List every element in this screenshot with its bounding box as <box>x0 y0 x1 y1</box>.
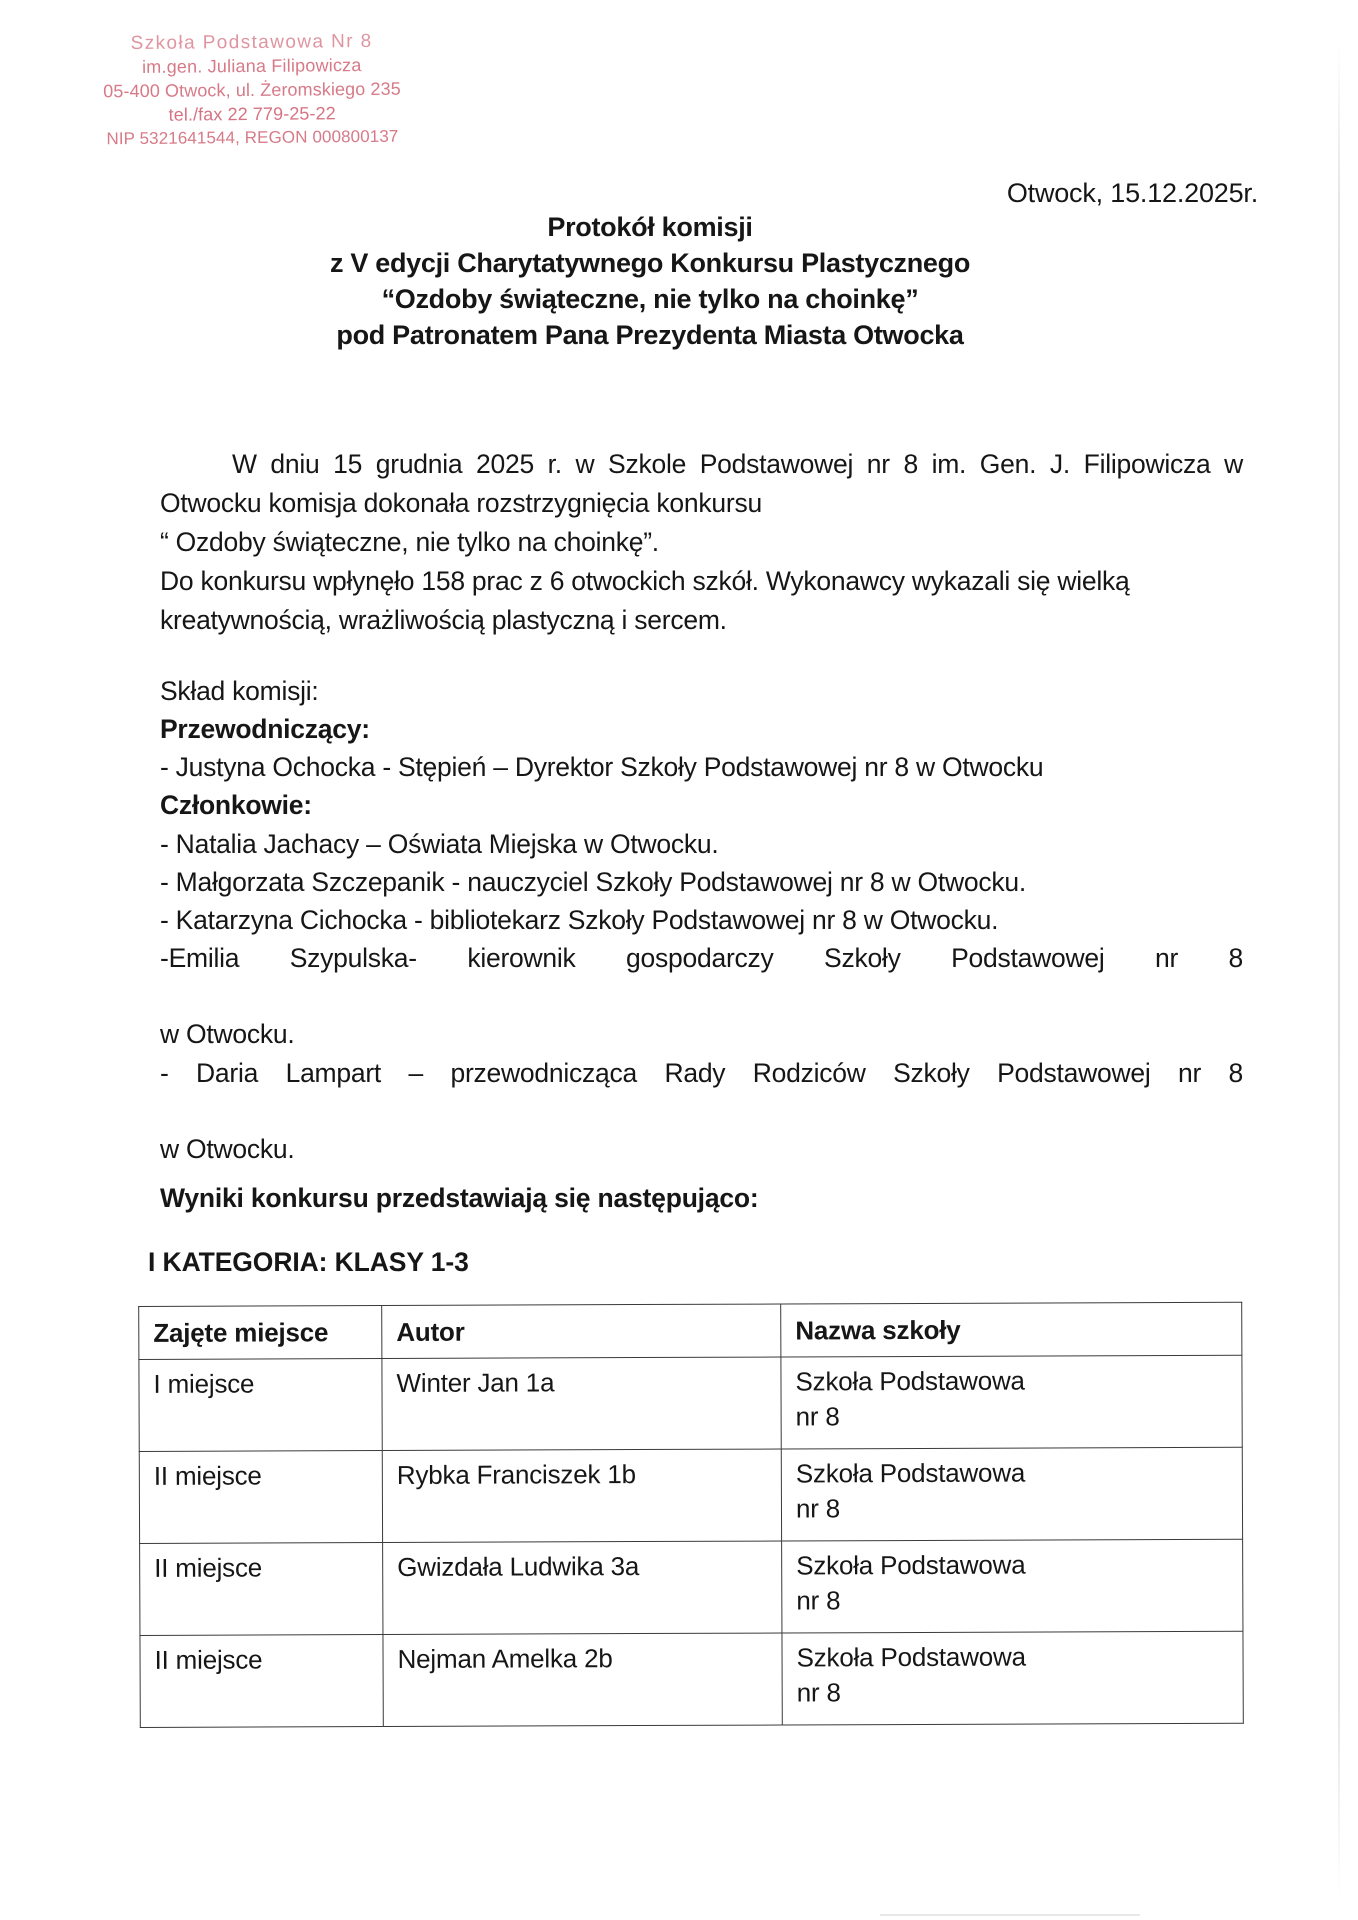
stamp-line-patron: im.gen. Juliana Filipowicza <box>141 55 362 78</box>
cell-school-line1: Szkoła Podstawowa <box>795 1457 1026 1489</box>
cell-school-line2: nr 8 <box>795 1400 840 1432</box>
cell-school-line1: Szkoła Podstawowa <box>796 1549 1026 1581</box>
cell-author: Gwizdała Ludwika 3a <box>383 1541 782 1635</box>
committee-member: - Natalia Jachacy – Oświata Miejska w Otwocku. <box>160 828 719 859</box>
committee-section <box>160 672 1243 1168</box>
cell-school-line1: Szkoła Podstawowa <box>796 1641 1026 1673</box>
committee-member: - Daria Lampart – przewodnicząca Rady Rodziców Szkoły Podstawowej nr 8 <box>160 1057 1243 1088</box>
column-header-school: Nazwa szkoły <box>781 1302 1242 1357</box>
paragraph-intro-quote: “ Ozdoby świąteczne, nie tylko na choinkę”. <box>160 526 659 557</box>
body-text <box>160 445 1243 640</box>
cell-school <box>781 1448 1242 1542</box>
column-header-place: Zajęte miejsce <box>139 1306 382 1360</box>
title-line-3: “Ozdoby świąteczne, nie tylko na choinkę” <box>381 283 919 314</box>
table-row <box>139 1448 1242 1544</box>
cell-place: II miejsce <box>140 1635 383 1728</box>
column-header-author: Autor <box>382 1304 781 1359</box>
cell-school-line1: Szkoła Podstawowa <box>795 1365 1025 1397</box>
results-table-container <box>138 1302 1162 1728</box>
table-row <box>140 1540 1243 1636</box>
committee-member: -Emilia Szypulska- kierownik gospodarczy Szkoły Podstawowej nr 8 <box>160 943 1243 974</box>
paragraph-entries: Do konkursu wpłynęło 158 prac z 6 otwockich szkół. Wykonawcy wykazali się wielką kreatywnością, wrażliwością plastyczną i sercem. <box>160 565 1130 635</box>
cell-school-line2: nr 8 <box>796 1676 841 1708</box>
cell-author: Rybka Franciszek 1b <box>382 1449 781 1543</box>
stamp-line-address: 05-400 Otwock, ul. Żeromskiego 235 <box>103 78 401 102</box>
cell-school-line2: nr 8 <box>795 1492 841 1524</box>
cell-place: II miejsce <box>139 1451 382 1544</box>
table-row <box>140 1632 1243 1728</box>
committee-member: - Katarzyna Cichocka - bibliotekarz Szkoły Podstawowej nr 8 w Otwocku. <box>160 904 999 935</box>
cell-school <box>782 1540 1243 1634</box>
title-line-4: pod Patronatem Pana Prezydenta Miasta Otwocka <box>336 319 964 350</box>
committee-members-label: Członkowie: <box>160 790 312 821</box>
cell-author: Nejman Amelka 2b <box>383 1633 782 1727</box>
cell-school-line2: nr 8 <box>796 1584 841 1616</box>
title-line-2: z V edycji Charytatywnego Konkursu Plastycznego <box>329 247 971 278</box>
place-and-date: Otwock, 15.12.2025r. <box>1006 178 1258 208</box>
committee-member-cont: w Otwocku. <box>160 1133 295 1164</box>
table-row <box>139 1356 1242 1452</box>
committee-chair: - Justyna Ochocka - Stępień – Dyrektor Szkoły Podstawowej nr 8 w Otwocku <box>160 752 1044 783</box>
results-heading: Wyniki konkursu przedstawiają się następująco: <box>160 1183 759 1213</box>
category-heading: I KATEGORIA: KLASY 1-3 <box>148 1247 469 1277</box>
scan-edge-artifact <box>1338 0 1340 1920</box>
cell-school <box>782 1632 1243 1726</box>
committee-chair-label: Przewodniczący: <box>160 714 370 745</box>
school-stamp <box>51 28 452 151</box>
stamp-line-phone: tel./fax 22 779-25-22 <box>168 103 336 125</box>
committee-intro: Skład komisji: <box>160 676 319 706</box>
table-header-row <box>139 1302 1242 1360</box>
committee-member-cont: w Otwocku. <box>160 1019 295 1050</box>
committee-member: - Małgorzata Szczepanik - nauczyciel Szkoły Podstawowej nr 8 w Otwocku. <box>160 866 1026 897</box>
title-line-1: Protokół komisji <box>547 212 753 242</box>
paragraph-intro: W dniu 15 grudnia 2025 r. w Szkole Podstawowej nr 8 im. Gen. J. Filipowicza w Otwocku komisja dokonała rozstrzygnięcia konkursu <box>160 449 1243 518</box>
cell-place: II miejsce <box>140 1543 383 1636</box>
stamp-line-nip-regon: NIP 5321641544, REGON 000800137 <box>106 126 399 149</box>
cell-school <box>781 1356 1242 1450</box>
document-title <box>0 210 1300 354</box>
results-table <box>138 1302 1244 1729</box>
cell-author: Winter Jan 1a <box>382 1357 781 1451</box>
stamp-line-school-name: Szkoła Podstawowa Nr 8 <box>130 30 373 55</box>
cell-place: I miejsce <box>139 1359 382 1452</box>
scan-edge-artifact-bottom <box>880 1914 1140 1916</box>
